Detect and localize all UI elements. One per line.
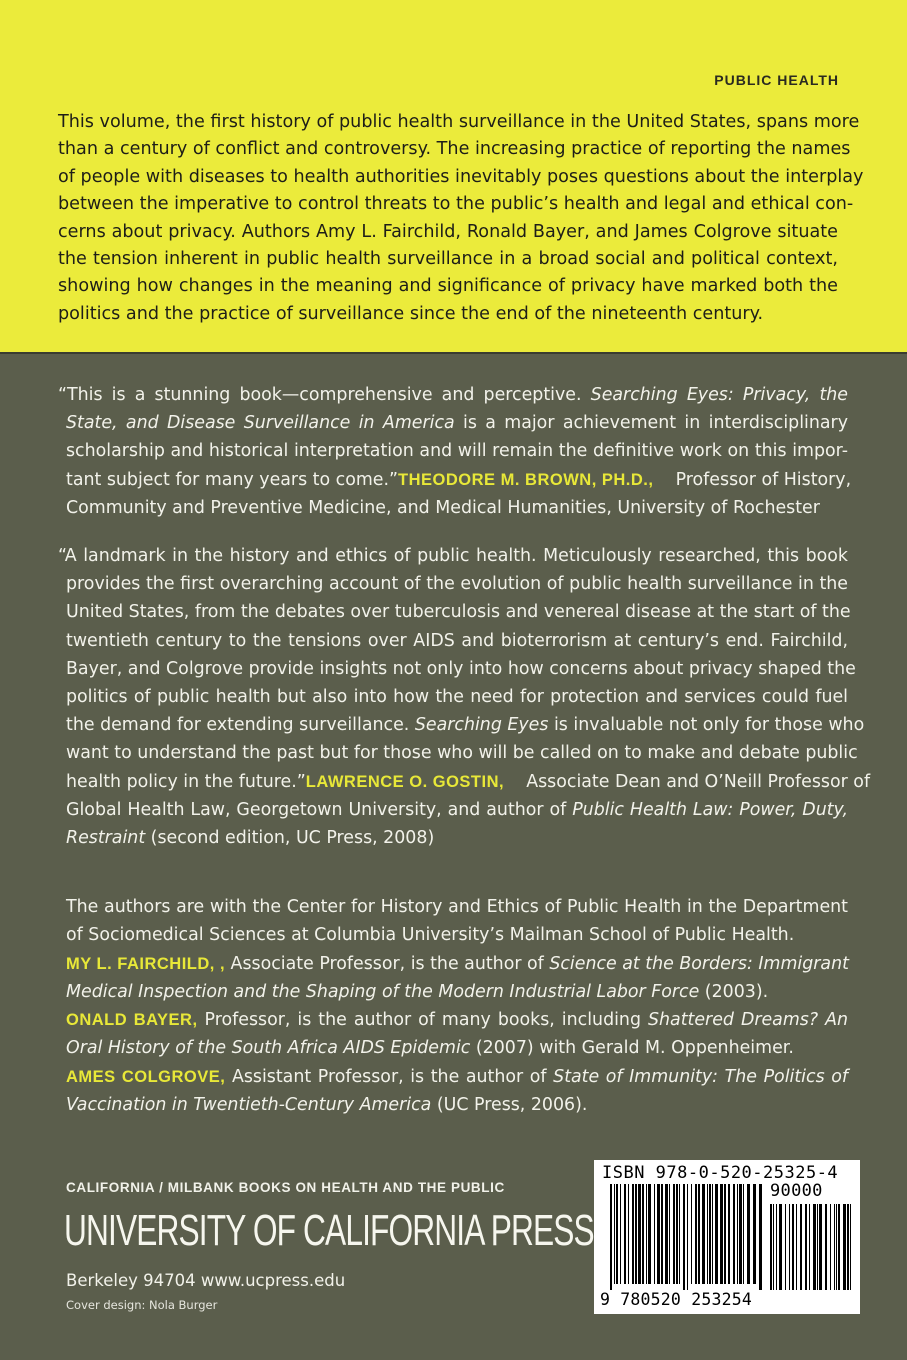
barcode-bar [733,1184,735,1284]
barcode-bar [661,1184,663,1284]
blurb-line: between the imperative to control threats to the public’s health and legal and ethical con- [58,194,854,215]
price-addon: 90000 [770,1181,823,1201]
barcode-bars [600,1184,856,1294]
book-title: State, and Disease Surveillance in America [66,413,455,434]
isbn-number: ISBN 978-0-520-25325-4 [602,1163,839,1183]
barcode-bar [669,1184,670,1284]
barcode-bar [834,1204,835,1290]
barcode-bar [715,1184,718,1284]
barcode [594,1160,860,1314]
blurb-line: cerns about privacy. Authors Amy L. Fairchild, Ronald Bayer, and James Colgrove situate [58,221,838,242]
blurb-line: of people with diseases to health authorities inevitably poses questions about the interplay [58,166,864,187]
barcode-bar [728,1184,730,1284]
series-name: CALIFORNIA / MILBANK BOOKS ON HEALTH AND THE PUBLIC [66,1180,505,1195]
barcode-bar [747,1184,750,1284]
barcode-bar [796,1204,797,1290]
barcode-bar [739,1184,742,1284]
barcode-bar [753,1184,756,1284]
barcode-bar [737,1184,738,1284]
barcode-bar [616,1184,618,1284]
barcode-bar [770,1204,772,1290]
barcode-bar [628,1184,629,1284]
author-name: ONALD BAYER, [66,1011,198,1030]
endorsement-quote-gostin: “A landmark in the history and ethics of public health. Meticulously researched, this book provides the first overarching account of the evolution of public health surveillance in the United States, from the debates over tuberculosis and venereal disease at the start of the twentieth century to the tensions over AIDS and bioterrorism at century’s end. Fairchild, Bayer, and Colgrove provide insights not only into how concerns about privacy shaped the politics of public health but also into how the need for protection and services could fuel the demand for extending surveillance. Searching Eyes is invaluable not only for those who want to understand the past but for those who will be called on to make and debate public health policy in the future.”LAWRENCE O. GOSTIN, Associate Dean and O’Neill Professor of Global Health Law, Georgetown University, and author of Public Health Law: Power, Duty, Restraint (second edition, UC Press, 2008) [58,546,871,849]
barcode-bar [673,1184,675,1284]
barcode-bar [646,1184,647,1284]
barcode-bar [638,1184,641,1284]
blurb-line: politics and the practice of surveillance since the end of the nineteenth century. [58,303,764,324]
barcode-bar [702,1184,705,1284]
barcode-bar [724,1184,726,1284]
endorsement-quote-brown: “This is a stunning book—comprehensive and perceptive. Searching Eyes: Privacy, the State, and Disease Surveillance in America is a major achievement in interdisciplinary scholarship and historical interpretation and will remain the definitive work on this impor- tant subject for many years to come.”THEODORE M. BROWN, PH.D., Professor of History, Community and Preventive Medicine, and Medical Humanities, University of Rochester [58,385,852,518]
barcode-bar [847,1204,849,1290]
publisher-address: Berkeley 94704 www.ucpress.edu [66,1271,346,1290]
blurb-line: showing how changes in the meaning and significance of privacy have marked both the [58,276,838,297]
book-title: Searching Eyes: Privacy, the [590,385,848,405]
barcode-bar [635,1184,637,1284]
barcode-bar [707,1184,708,1284]
barcode-bar [825,1204,827,1290]
blurb-panel [0,0,907,354]
barcode-bar [743,1184,744,1284]
barcode-bar [789,1204,790,1290]
barcode-bar [624,1184,626,1284]
barcode-bar [805,1204,807,1290]
description-blurb [58,109,864,328]
book-title: Public Health Law: Power, Duty, [572,799,849,820]
category-label: PUBLIC HEALTH [714,72,839,88]
barcode-bar [687,1184,688,1290]
barcode-bar [813,1204,816,1290]
barcode-bar [683,1184,685,1290]
blurb-line: than a century of conflict and controversy. The increasing practice of reporting the names [58,139,851,160]
quote-author: LAWRENCE O. GOSTIN, [305,772,505,791]
barcode-bar [800,1204,802,1290]
barcode-bar [843,1204,846,1290]
barcode-bar [695,1184,697,1284]
barcode-bar [809,1204,810,1290]
book-title: Restraint [66,828,146,849]
barcode-bar [819,1204,822,1290]
blurb-line: the tension inherent in public health surveillance in a broad social and political context, [58,249,838,270]
barcode-bar [773,1204,774,1290]
publisher-logo: UNIVERSITY OF CALIFORNIA PRESS [64,1206,594,1255]
barcode-bar [614,1184,615,1284]
barcode-bar [648,1184,651,1284]
barcode-bar [712,1184,713,1284]
barcode-bar [610,1184,612,1290]
barcode-bar [836,1204,837,1290]
barcode-bar [785,1204,786,1290]
barcode-bar [776,1204,777,1290]
barcode-bar [691,1184,692,1284]
barcode-bar [759,1184,762,1290]
barcode-bar [709,1184,711,1284]
barcode-bar [779,1204,782,1290]
barcode-bar [620,1184,621,1284]
blurb-line: This volume, the first history of public health surveillance in the United States, spans more [58,112,860,132]
quote-author: THEODORE M. BROWN, PH.D., [398,470,654,489]
author-name: AMES COLGROVE, [66,1067,226,1086]
barcode-bar [654,1184,655,1284]
barcode-bar [720,1184,723,1284]
barcode-bar [830,1204,831,1290]
barcode-bar [838,1204,840,1290]
barcode-bar [642,1184,644,1284]
barcode-bar [817,1204,818,1290]
cover-design-credit: Cover design: Nola Burger [66,1298,218,1312]
barcode-bar [850,1204,851,1290]
barcode-bar [698,1184,700,1284]
book-title: Searching Eyes [414,715,549,736]
ean-number: 9 780520 253254 [600,1290,753,1309]
barcode-bar [679,1184,680,1284]
author-name: MY L. FAIRCHILD, , [66,954,226,973]
barcode-bar [676,1184,678,1284]
author-bios: The authors are with the Center for History and Ethics of Public Health in the Department of Sociomedical Sciences at Columbia University’s Mailman School of Public Health. MY L. FAIRCHILD, , Associate Professor, is the author of Science at the Borders: Immigrant Medical Inspection and the Shaping of the Modern Industrial Labor Force (2003). ONALD BAYER, Professor, is the author of many books, including Shattered Dreams? An Oral History of the South Africa AIDS Epidemic (2007) with Gerald M. Oppenheimer. AMES COLGROVE, Assistant Professor, is the author of State of Immunity: The Politics of Vaccination in Twentieth-Century America (UC Press, 2006). [66,897,849,1116]
barcode-bar [632,1184,634,1284]
barcode-bar [665,1184,668,1284]
barcode-bar [792,1204,794,1290]
barcode-bar [657,1184,660,1284]
